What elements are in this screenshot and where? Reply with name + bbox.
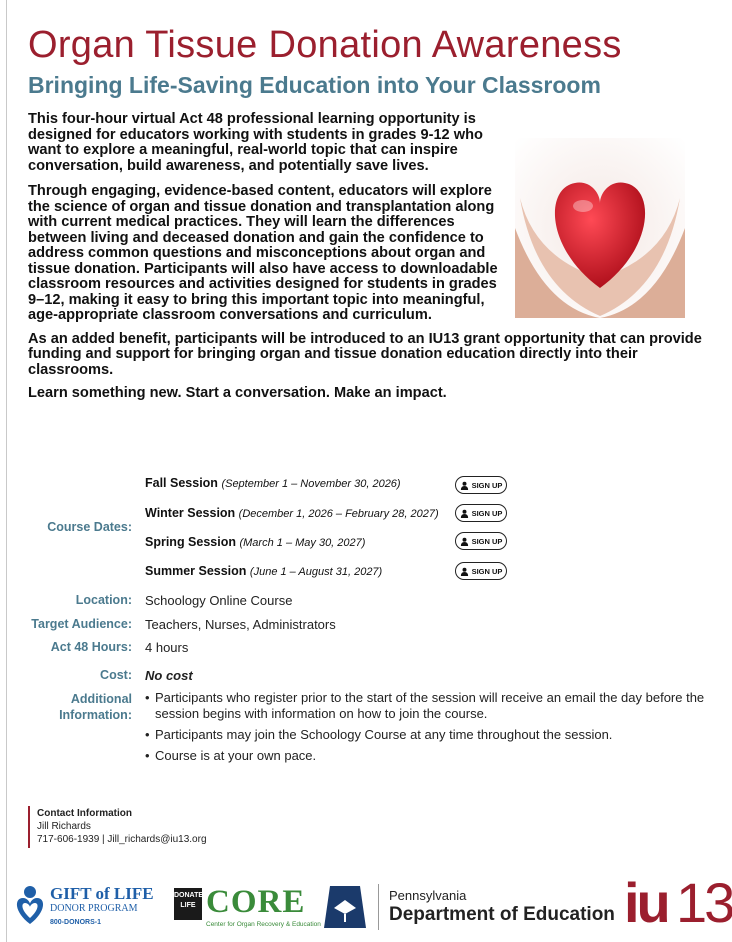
- core-wordmark: CORE: [206, 884, 306, 920]
- hours-label: Act 48 Hours:: [50, 640, 132, 654]
- contact-details: 717-606-1939 | Jill_richards@iu13.org: [37, 834, 207, 845]
- donate-life-badge: DONATE LIFE: [174, 888, 202, 920]
- heart-in-hands-image: [515, 138, 685, 318]
- session-dates: (June 1 – August 31, 2027): [249, 566, 383, 578]
- person-icon: [460, 567, 469, 576]
- hours-value: 4 hours: [145, 640, 189, 655]
- core-logo: [174, 884, 321, 932]
- page-title: Organ Tissue Donation Awareness: [28, 24, 622, 66]
- gift-of-life-heart-icon: [14, 884, 46, 924]
- bullet-text: Participants who register prior to the start of the session will receive an email the day before the session begins with information on how to join the course.: [155, 690, 705, 721]
- cost-value: No cost: [145, 668, 193, 683]
- core-subtitle: Center for Organ Recovery & Education: [206, 921, 321, 928]
- pa-education-logo: [322, 884, 618, 932]
- contact-name: Jill Richards: [37, 821, 91, 832]
- location-value: Schoology Online Course: [145, 593, 293, 608]
- pa-department-text: Department of Education: [389, 904, 615, 925]
- contact-accent-bar: [28, 806, 30, 848]
- session-winter: [145, 506, 439, 520]
- bullet-text: Participants may join the Schoology Course at any time throughout the session.: [155, 727, 613, 742]
- gift-of-life-logo: [14, 882, 154, 932]
- contact-heading: Contact Information: [37, 808, 132, 819]
- gift-of-life-title: GIFT of LIFE: [50, 884, 154, 903]
- contact-block: [37, 807, 207, 846]
- session-name: Winter Session: [145, 506, 236, 520]
- pa-state-text: Pennsylvania: [389, 888, 467, 903]
- signup-label: SIGN UP: [471, 566, 503, 576]
- intro-paragraph-1: This four-hour virtual Act 48 professional learning opportunity is designed for educators working with students in grades 9-12 who want to explore a meaningful, real-world topic that can inspire conversation, build awareness, and potentially save lives.: [28, 111, 483, 174]
- additional-label-line-2: Information:: [59, 708, 132, 722]
- signup-button-summer[interactable]: [455, 562, 507, 580]
- intro-paragraph-4: Learn something new. Start a conversation. Make an impact.: [28, 385, 447, 401]
- session-dates: (September 1 – November 30, 2026): [221, 478, 401, 490]
- iu-text: iu: [624, 871, 668, 934]
- iu-number: 13: [676, 871, 732, 934]
- logo-divider: [378, 884, 379, 930]
- audience-value: Teachers, Nurses, Administrators: [145, 617, 336, 632]
- signup-button-fall[interactable]: [455, 476, 507, 494]
- page-border: [6, 0, 7, 942]
- signup-label: SIGN UP: [471, 480, 503, 490]
- session-name: Spring Session: [145, 535, 236, 549]
- additional-info-list: [145, 690, 705, 769]
- list-item: • Participants who register prior to the start of the session will receive an email the day before the session begins with information on how to join the course.: [145, 690, 705, 721]
- signup-button-spring[interactable]: [455, 532, 507, 550]
- location-label: Location:: [75, 593, 132, 607]
- signup-button-winter[interactable]: [455, 504, 507, 522]
- page-subtitle: Bringing Life-Saving Education into Your Classroom: [28, 72, 601, 98]
- session-summer: [145, 564, 382, 578]
- session-name: Summer Session: [145, 564, 247, 578]
- person-icon: [460, 537, 469, 546]
- session-fall: [145, 476, 401, 490]
- signup-label: SIGN UP: [471, 508, 503, 518]
- person-icon: [460, 509, 469, 518]
- intro-paragraph-2-text: Through engaging, evidence-based content, educators will explore the science of organ and tissue donation and transplantation along with current medical practices. They will learn the differences between living and deceased donation and gain the confidence to address common questions and misconceptions about organ and tissue donation. Participants will also have access to downloadable classroom resources and activities designed for students in grades 9–12, making it easy to bring this important topic into meaningful, age-appropriate classroom conversations and curriculum.: [28, 183, 498, 323]
- session-dates: (March 1 – May 30, 2027): [239, 537, 366, 549]
- additional-label-line-1: Additional: [70, 692, 132, 706]
- signup-label: SIGN UP: [471, 536, 503, 546]
- intro-paragraph-3: As an added benefit, participants will be introduced to an IU13 grant opportunity that can provide funding and support for bringing organ and tissue donation education directly into their classrooms.: [28, 330, 702, 378]
- keystone-icon: [322, 884, 368, 930]
- audience-label: Target Audience:: [31, 617, 132, 631]
- additional-label: [59, 691, 132, 723]
- iu13-logo: [624, 871, 732, 934]
- course-dates-label: Course Dates:: [47, 520, 132, 534]
- session-dates: (December 1, 2026 – February 28, 2027): [238, 508, 439, 520]
- gift-of-life-subtitle: DONOR PROGRAM: [50, 903, 138, 914]
- person-icon: [460, 481, 469, 490]
- session-spring: [145, 535, 365, 549]
- gift-of-life-phone: 800-DONORS-1: [50, 919, 101, 926]
- list-item: • Participants may join the Schoology Course at any time throughout the session.: [145, 727, 613, 742]
- session-name: Fall Session: [145, 476, 218, 490]
- bullet-text: Course is at your own pace.: [155, 748, 317, 763]
- list-item: • Course is at your own pace.: [145, 748, 317, 763]
- cost-label: Cost:: [100, 668, 132, 682]
